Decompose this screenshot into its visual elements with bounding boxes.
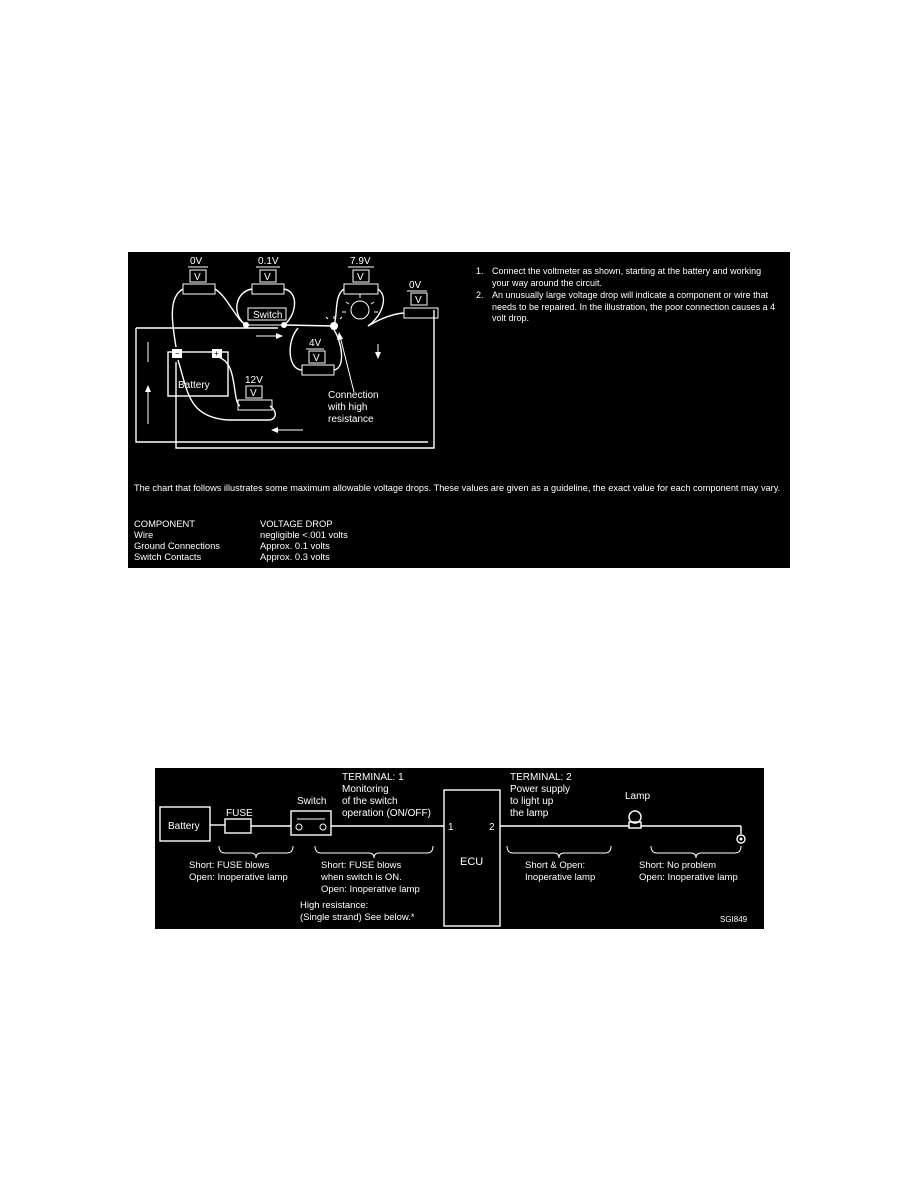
battery-label: Battery bbox=[168, 821, 200, 832]
voltage-drop-table bbox=[134, 518, 348, 562]
lamp-label: Lamp bbox=[625, 791, 651, 802]
lamp-bulb-icon bbox=[351, 301, 369, 319]
meter-79v-value: 7.9V bbox=[350, 256, 371, 267]
terminal2-note: TERMINAL: 2 Power supply to light up the lamp bbox=[510, 772, 572, 819]
switch-box bbox=[291, 811, 331, 835]
segment-brace bbox=[507, 846, 611, 858]
ecu-pin2-label: 2 bbox=[489, 822, 495, 833]
instruction-item: 2. An unusually large voltage drop will indicate a component or wire that needs to be repaired. In the illustration, the poor connection causes a 4 volt drop. bbox=[476, 290, 776, 323]
table-row: Ground Connections Approx. 0.1 volts bbox=[134, 540, 330, 551]
meter-01v-value: 0.1V bbox=[258, 256, 279, 267]
segment-note-battery-switch: Short: FUSE blows Open: Inoperative lamp bbox=[189, 860, 288, 883]
fuse-label: FUSE bbox=[226, 808, 253, 819]
table-row: Wire negligible <.001 volts bbox=[134, 529, 348, 540]
terminal1-note: TERMINAL: 1 Monitoring of the switch operation (ON/OFF) bbox=[342, 772, 431, 819]
ecu-label: ECU bbox=[460, 856, 484, 868]
voltage-drop-figure bbox=[128, 252, 790, 568]
connection-caption-line3: resistance bbox=[328, 414, 374, 425]
segment-note-switch-ecu: Short: FUSE blows when switch is ON. Open: Inoperative lamp bbox=[321, 860, 420, 895]
switch-label: Switch bbox=[297, 796, 327, 807]
svg-text:−: − bbox=[175, 349, 180, 358]
instruction-list bbox=[476, 266, 776, 326]
svg-text:V: V bbox=[194, 272, 201, 283]
fuse-icon bbox=[225, 819, 251, 833]
voltage-drop-intro-text: The chart that follows illustrates some maximum allowable voltage drops. These values are given as a guideline, the exact value for each component may vary. bbox=[134, 483, 781, 493]
high-resistance-note: High resistance: (Single strand) See below.* bbox=[300, 900, 415, 923]
svg-text:V: V bbox=[250, 388, 257, 399]
svg-text:V: V bbox=[415, 295, 422, 306]
switch-contact-icon bbox=[320, 824, 326, 830]
segment-brace bbox=[651, 846, 741, 858]
switch-label: Switch bbox=[253, 310, 283, 321]
meter-0v-right-value: 0V bbox=[409, 280, 422, 291]
meter-12v-value: 12V bbox=[245, 375, 263, 386]
table-row: Switch Contacts Approx. 0.3 volts bbox=[134, 551, 330, 562]
ecu-pin1-label: 1 bbox=[448, 822, 454, 833]
ecu-circuit-diagram bbox=[155, 768, 764, 929]
battery-label: Battery bbox=[178, 380, 210, 391]
figure-code: SGI849 bbox=[720, 915, 748, 924]
svg-text:+: + bbox=[214, 349, 219, 358]
table-header-row: COMPONENT VOLTAGE DROP bbox=[134, 518, 333, 529]
meter-0v-left-value: 0V bbox=[190, 256, 203, 267]
svg-text:V: V bbox=[313, 353, 320, 364]
svg-text:V: V bbox=[357, 272, 364, 283]
connection-caption-line2: with high bbox=[328, 402, 368, 413]
segment-note-ecu-lamp: Short & Open: Inoperative lamp bbox=[525, 860, 596, 883]
segment-brace bbox=[219, 846, 293, 858]
ecu-circuit-figure bbox=[155, 768, 764, 929]
segment-note-lamp-ground: Short: No problem Open: Inoperative lamp bbox=[639, 860, 738, 883]
switch-contact-icon bbox=[296, 824, 302, 830]
instruction-item: 1. Connect the voltmeter as shown, starting at the battery and working your way around the circuit. bbox=[476, 266, 762, 288]
voltage-drop-circuit-diagram bbox=[128, 252, 468, 474]
svg-text:V: V bbox=[264, 272, 271, 283]
lamp-icon bbox=[629, 811, 641, 823]
connection-caption-line1: Connection bbox=[328, 390, 379, 401]
high-resistance-connection-icon bbox=[330, 322, 338, 330]
segment-brace bbox=[315, 846, 433, 858]
meter-4v-value: 4V bbox=[309, 338, 322, 349]
